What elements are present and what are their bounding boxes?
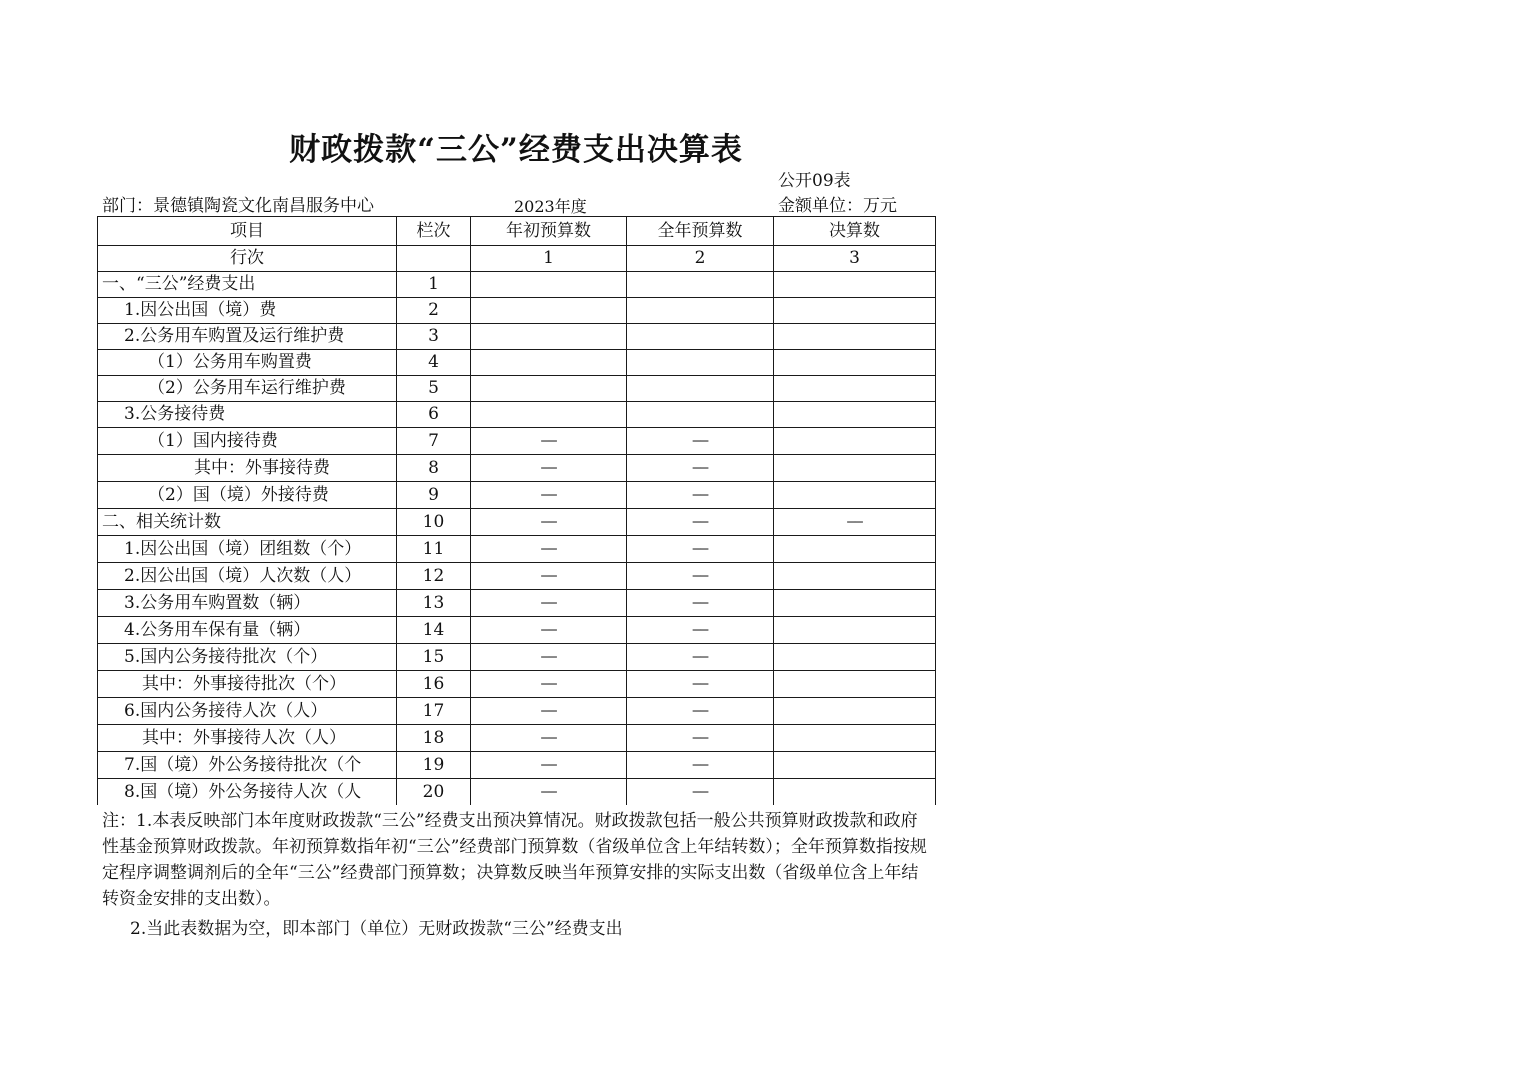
row-value-v3: [774, 617, 936, 644]
row-value-v1: [471, 617, 627, 644]
notes-section: [102, 808, 930, 942]
row-value-v3: [774, 671, 936, 698]
cell-value: ——: [541, 784, 556, 800]
row-item-label: 3.公务用车购置数（辆）: [98, 590, 397, 617]
row-value-v2: [627, 536, 774, 563]
row-value-v1: [471, 725, 627, 752]
row-seq-number: 15: [397, 644, 471, 671]
row-value-v2: [627, 272, 774, 298]
table-row: [98, 350, 936, 376]
row-value-v3: [774, 644, 936, 671]
row-item-label: 二、相关统计数: [98, 509, 397, 536]
table-row: [98, 455, 936, 482]
row-value-v2: [627, 455, 774, 482]
row-value-v3: [774, 590, 936, 617]
row-item-label: 4.公务用车保有量（辆）: [98, 617, 397, 644]
col-number-3: 3: [774, 246, 936, 272]
row-item-label: （2）公务用车运行维护费: [98, 376, 397, 402]
header-final-account: 决算数: [774, 217, 936, 246]
table-row: [98, 376, 936, 402]
row-value-v1: [471, 402, 627, 428]
cell-value: ——: [692, 568, 708, 584]
table-row: [98, 590, 936, 617]
row-item-label: 其中：外事接待人次（人）: [98, 725, 397, 752]
row-item-label: 其中：外事接待费: [98, 455, 397, 482]
amount-unit: 金额单位：万元: [778, 196, 897, 216]
row-item-label: 1.因公出国（境）团组数（个）: [98, 536, 397, 563]
cell-value: ——: [541, 649, 556, 665]
row-value-v1: [471, 482, 627, 509]
col-number-1: 1: [471, 246, 627, 272]
row-value-v2: [627, 324, 774, 350]
row-seq-number: 13: [397, 590, 471, 617]
empty-cell: [397, 246, 471, 272]
row-item-label: 5.国内公务接待批次（个）: [98, 644, 397, 671]
table-row: [98, 482, 936, 509]
row-value-v3: [774, 536, 936, 563]
table-row: [98, 617, 936, 644]
row-value-v2: [627, 590, 774, 617]
table-row: [98, 698, 936, 725]
row-item-label: 7.国（境）外公务接待批次（个: [98, 752, 397, 779]
table-row: [98, 644, 936, 671]
row-value-v2: [627, 779, 774, 806]
table-row: [98, 428, 936, 455]
fiscal-year: 2023年度: [514, 197, 587, 216]
row-value-v1: [471, 272, 627, 298]
row-value-v1: [471, 376, 627, 402]
row-value-v2: [627, 617, 774, 644]
cell-value: ——: [692, 514, 708, 530]
row-value-v2: [627, 698, 774, 725]
table-row: [98, 324, 936, 350]
row-seq-number: 3: [397, 324, 471, 350]
cell-value: ——: [847, 514, 862, 530]
cell-value: ——: [692, 703, 708, 719]
header-item: 项目: [98, 217, 397, 246]
note-2: 2.当此表数据为空，即本部门（单位）无财政拨款“三公”经费支出: [130, 919, 623, 939]
row-value-v1: [471, 324, 627, 350]
cell-value: ——: [692, 460, 708, 476]
row-item-label: （1）国内接待费: [98, 428, 397, 455]
row-value-v2: [627, 644, 774, 671]
column-number-row: [98, 246, 936, 272]
cell-value: ——: [692, 487, 708, 503]
cell-value: ——: [692, 595, 708, 611]
row-item-label: 2.因公出国（境）人次数（人）: [98, 563, 397, 590]
cell-value: ——: [692, 757, 708, 773]
row-seq-number: 2: [397, 298, 471, 324]
row-value-v3: [774, 428, 936, 455]
row-value-v2: [627, 509, 774, 536]
row-item-label: （2）国（境）外接待费: [98, 482, 397, 509]
row-value-v2: [627, 725, 774, 752]
cell-value: ——: [541, 460, 556, 476]
row-item-label: （1）公务用车购置费: [98, 350, 397, 376]
row-value-v2: [627, 350, 774, 376]
row-seq-number: 18: [397, 725, 471, 752]
row-seq-number: 16: [397, 671, 471, 698]
cell-value: ——: [541, 622, 556, 638]
row-item-label: 2.公务用车购置及运行维护费: [98, 324, 397, 350]
cell-value: ——: [692, 622, 708, 638]
row-value-v1: [471, 752, 627, 779]
row-item-label: 8.国（境）外公务接待人次（人: [98, 779, 397, 806]
row-seq-number: 19: [397, 752, 471, 779]
cell-value: ——: [541, 757, 556, 773]
table-row: [98, 536, 936, 563]
row-value-v1: [471, 455, 627, 482]
table-row: [98, 402, 936, 428]
expenditure-table: [97, 216, 936, 805]
row-value-v3: [774, 376, 936, 402]
row-value-v3: [774, 324, 936, 350]
row-seq-number: 9: [397, 482, 471, 509]
table-row: [98, 509, 936, 536]
row-value-v2: [627, 482, 774, 509]
cell-value: ——: [541, 595, 556, 611]
row-seq-number: 11: [397, 536, 471, 563]
row-value-v2: [627, 298, 774, 324]
row-value-v1: [471, 563, 627, 590]
row-seq-number: 10: [397, 509, 471, 536]
row-value-v3: [774, 402, 936, 428]
header-seq: 栏次: [397, 217, 471, 246]
row-seq-number: 4: [397, 350, 471, 376]
row-value-v2: [627, 563, 774, 590]
row-value-v1: [471, 536, 627, 563]
row-seq-number: 7: [397, 428, 471, 455]
row-seq-number: 5: [397, 376, 471, 402]
table-row: [98, 779, 936, 806]
cell-value: ——: [692, 784, 708, 800]
row-value-v2: [627, 671, 774, 698]
row-value-v1: [471, 779, 627, 806]
row-value-v1: [471, 644, 627, 671]
cell-value: ——: [692, 730, 708, 746]
row-value-v3: [774, 752, 936, 779]
row-value-v3: [774, 298, 936, 324]
row-value-v3: [774, 698, 936, 725]
row-value-v2: [627, 402, 774, 428]
row-value-v2: [627, 428, 774, 455]
note-1: 注：1.本表反映部门本年度财政拨款“三公”经费支出预决算情况。财政拨款包括一般公共预算财政拨款和政府性基金预算财政拨款。年初预算数指年初“三公”经费部门预算数（省级单位含上年结转数）；全年预算数指按规定程序调整调剂后的全年“三公”经费部门预算数；决算数反映当年预算安排的实际支出数（省级单位含上年结转资金安排的支出数）。: [102, 811, 927, 909]
row-value-v1: [471, 509, 627, 536]
row-value-v3: [774, 272, 936, 298]
row-value-v1: [471, 698, 627, 725]
row-seq-number: 14: [397, 617, 471, 644]
department-label: 部门：景德镇陶瓷文化南昌服务中心: [102, 196, 374, 216]
row-value-v3: [774, 563, 936, 590]
header-initial-budget: 年初预算数: [471, 217, 627, 246]
row-seq-number: 8: [397, 455, 471, 482]
cell-value: ——: [541, 703, 556, 719]
row-seq-number: 12: [397, 563, 471, 590]
row-value-v3: [774, 455, 936, 482]
row-label-cell: 行次: [98, 246, 397, 272]
table-row: [98, 671, 936, 698]
row-value-v3: [774, 350, 936, 376]
table-row: [98, 272, 936, 298]
table-row: [98, 563, 936, 590]
row-item-label: 一、“三公”经费支出: [98, 272, 397, 298]
row-value-v1: [471, 590, 627, 617]
row-item-label: 6.国内公务接待人次（人）: [98, 698, 397, 725]
row-seq-number: 1: [397, 272, 471, 298]
page-title: 财政拨款“三公”经费支出决算表: [289, 132, 743, 168]
cell-value: ——: [692, 541, 708, 557]
row-value-v1: [471, 671, 627, 698]
col-number-2: 2: [627, 246, 774, 272]
row-item-label: 3.公务接待费: [98, 402, 397, 428]
row-seq-number: 6: [397, 402, 471, 428]
row-value-v3: [774, 779, 936, 806]
cell-value: ——: [541, 433, 556, 449]
table-row: [98, 725, 936, 752]
cell-value: ——: [541, 568, 556, 584]
cell-value: ——: [541, 487, 556, 503]
row-value-v3: [774, 725, 936, 752]
row-item-label: 1.因公出国（境）费: [98, 298, 397, 324]
row-value-v2: [627, 752, 774, 779]
row-value-v1: [471, 428, 627, 455]
row-value-v3: [774, 482, 936, 509]
table-row: [98, 298, 936, 324]
cell-value: ——: [692, 433, 708, 449]
cell-value: ——: [541, 730, 556, 746]
cell-value: ——: [541, 676, 556, 692]
cell-value: ——: [541, 514, 556, 530]
row-value-v1: [471, 350, 627, 376]
cell-value: ——: [541, 541, 556, 557]
form-code: 公开09表: [778, 171, 851, 191]
header-row: [98, 217, 936, 246]
row-item-label: 其中：外事接待批次（个）: [98, 671, 397, 698]
row-seq-number: 20: [397, 779, 471, 806]
row-value-v2: [627, 376, 774, 402]
cell-value: ——: [692, 649, 708, 665]
header-annual-budget: 全年预算数: [627, 217, 774, 246]
row-seq-number: 17: [397, 698, 471, 725]
row-value-v3: [774, 509, 936, 536]
cell-value: ——: [692, 676, 708, 692]
table-row: [98, 752, 936, 779]
row-value-v1: [471, 298, 627, 324]
